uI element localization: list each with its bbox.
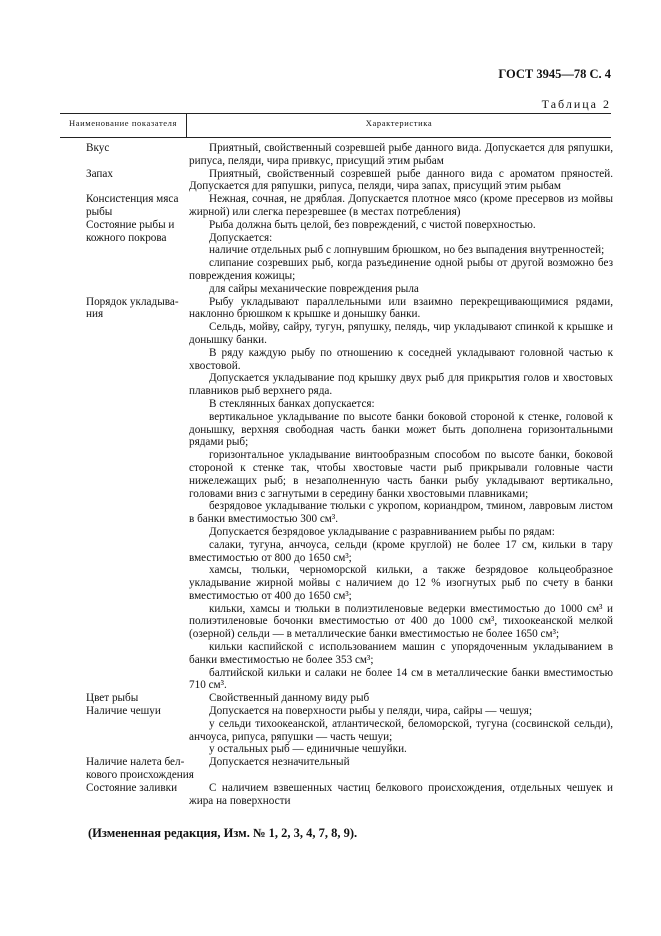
characteristic-paragraph: кильки, хамсы и тюльки в полиэтиленовые ведерки вместимостью до 1000 см³ и полиэтиленовые бочонки вместимостью от 400 до 1000 см³, тихоокеанской мелкой (озерной) сельди — в металлические банки вместимостью не более 1650 см³; [189, 602, 613, 641]
table-top-rule [60, 113, 611, 114]
characteristic-paragraph: Допускается: [209, 231, 273, 244]
characteristic-paragraph: наличие отдельных рыб с лопнувшим брюшком, но без выпадения внутренностей; [209, 244, 605, 257]
characteristic [189, 193, 613, 219]
characteristic-paragraph: С наличием взвешенных частиц белкового происхождения, отдельных чешуек и жира на поверхности [189, 781, 613, 807]
characteristic [189, 296, 613, 693]
column-header-indicator: Наименование показателя [68, 118, 177, 128]
indicator-name [60, 142, 178, 168]
table-row [60, 193, 611, 219]
indicator-name-line: Состояние рыбы и [86, 218, 175, 231]
indicator-name [60, 705, 178, 756]
characteristic [189, 142, 613, 168]
table-caption: Таблица 2 [541, 97, 611, 111]
indicator-name [60, 756, 194, 782]
characteristic-paragraph: хамсы, тюльки, черноморской кильки, а также безрядовое кольцеобразное укладывание жирной мойвы с наличием до 12 % изогнутых рыб по счету в банки вместимостью от 400 до 1650 см³; [189, 564, 613, 602]
characteristic-paragraph: Допускается укладывание под крышку двух рыб для прикрытия голов и хвостовых плавников рыб верхнего ряда. [189, 372, 613, 398]
table-row [60, 705, 611, 756]
table-row [60, 142, 611, 168]
table-row [60, 756, 611, 782]
characteristic [189, 705, 613, 756]
indicator-name-line: Наличие чешуи [86, 705, 161, 718]
characteristic-paragraph: Рыба должна быть целой, без повреждений, с чистой поверхностью. [209, 218, 536, 231]
characteristic-paragraph: у остальных рыб — единичные чешуйки. [209, 743, 407, 756]
table-body [60, 142, 611, 807]
indicator-name-line: Состояние заливки [86, 781, 178, 794]
characteristic-paragraph: Допускается незначительный [209, 756, 350, 769]
indicator-name-line: Наличие налета бел- [86, 756, 185, 769]
indicator-name-line: ния [86, 308, 104, 321]
characteristic-paragraph: В стеклянных банках допускается: [209, 397, 375, 410]
column-header-characteristic: Характеристика [365, 118, 433, 128]
table-header-rule [60, 137, 611, 138]
characteristic-paragraph: слипание созревших рыб, когда разъединение одной рыбы от другой возможно без повреждения кожицы; [189, 257, 613, 282]
indicator-name [60, 193, 178, 219]
indicator-name [60, 692, 178, 705]
indicator-name-line: Запах [86, 167, 113, 180]
characteristic-paragraph: Приятный, свойственный созревшей рыбе данного вида с ароматом пряностей. Допускается для ряпушки, рипуса, пеляди, чира запах, присущий этим рыбам [189, 167, 613, 193]
characteristic-paragraph: Нежная, сочная, не дряблая. Допускается плотное мясо (кроме пресервов из мойвы жирной) или слегка перезревшее (в местах потребления) [189, 193, 613, 218]
indicator-name-line: кожного покрова [86, 231, 167, 244]
characteristic-paragraph: Допускается на поверхности рыбы у пеляди, чира, сайры — чешуя; [209, 705, 533, 718]
characteristic-paragraph: Допускается безрядовое укладывание с разравниванием рыбы по рядам: [209, 525, 555, 538]
indicator-name [60, 782, 178, 808]
characteristic [189, 219, 613, 296]
characteristic-paragraph: Приятный, свойственный созревшей рыбе данного вида. Допускается для ряпушки, рипуса, пеляди, чира привкус, присущий этим рыбам [189, 142, 613, 167]
table-row [60, 692, 611, 705]
indicator-name-line: Порядок укладыва- [86, 295, 179, 308]
characteristic-paragraph: Сельдь, мойву, сайру, тугун, ряпушку, пелядь, чир укладывают спинкой к крышке и донышку банки. [189, 321, 613, 346]
table-row [60, 296, 611, 693]
characteristic-paragraph: Свойственный данному виду рыб [209, 692, 370, 705]
table-row [60, 782, 611, 808]
indicator-name-line: Вкус [86, 142, 110, 154]
characteristic [189, 168, 613, 194]
characteristic-paragraph: горизонтальное укладывание винтообразным способом по высоте банки, боковой стороной к стенке так, чтобы хвостовые части рыб прикрывали головные части нижележащих рыб; в незаполненную часть банки рыбу укладывают вертикально, головами вниз с загнутыми в середину банки хвостовыми плавниками; [189, 449, 613, 500]
characteristic [189, 692, 613, 705]
indicator-name [60, 296, 178, 693]
indicator-name-line: рыбы [86, 205, 113, 218]
indicator-name-line: кового происхождения [86, 769, 194, 782]
indicator-name [60, 219, 178, 296]
indicator-name-line: Цвет рыбы [86, 692, 139, 705]
characteristic [189, 782, 613, 808]
table-row [60, 219, 611, 296]
indicator-name-line: Консистенция мяса [86, 193, 179, 206]
page-header: ГОСТ 3945—78 С. 4 [498, 67, 611, 81]
characteristic-paragraph: для сайры механические повреждения рыла [209, 282, 419, 295]
characteristic-paragraph: балтийской кильки и салаки не более 14 см в металлические банки вместимостью 710 см³. [189, 666, 613, 692]
amendment-note: (Измененная редакция, Изм. № 1, 2, 3, 4, 7, 8, 9). [88, 826, 358, 840]
characteristic-paragraph: кильки каспийской с использованием машин с упорядоченным укладыванием в банки вместимостью не более 353 см³; [189, 641, 613, 666]
characteristic-paragraph: В ряду каждую рыбу по отношению к соседней укладывают головной частью к хвостовой. [189, 346, 613, 372]
characteristic-paragraph: салаки, тугуна, анчоуса, сельди (кроме круглой) не более 17 см, кильки в тару вместимостью от 800 до 1650 см³; [189, 538, 613, 564]
characteristic-paragraph: вертикальное укладывание по высоте банки боковой стороной к стенке, головой к донышку, верхняя свободная часть банки может быть дополнена горизонтальными рядами рыб; [189, 410, 613, 449]
characteristic [189, 756, 613, 782]
indicator-name [60, 168, 178, 194]
table-row [60, 168, 611, 194]
characteristic-paragraph: у сельди тихоокеанской, атлантической, беломорской, тугуна (сосвинской сельди), анчоуса, рипуса, ряпушки — часть чешуи; [189, 717, 613, 743]
characteristic-paragraph: Рыбу укладывают параллельными или взаимно перекрещивающимися рядами, наклонно брюшком к крышке и донышку банки. [189, 295, 613, 321]
characteristic-paragraph: безрядовое укладывание тюльки с укропом, кориандром, тмином, лавровым листом в банки вместимостью 300 см³. [189, 500, 613, 526]
